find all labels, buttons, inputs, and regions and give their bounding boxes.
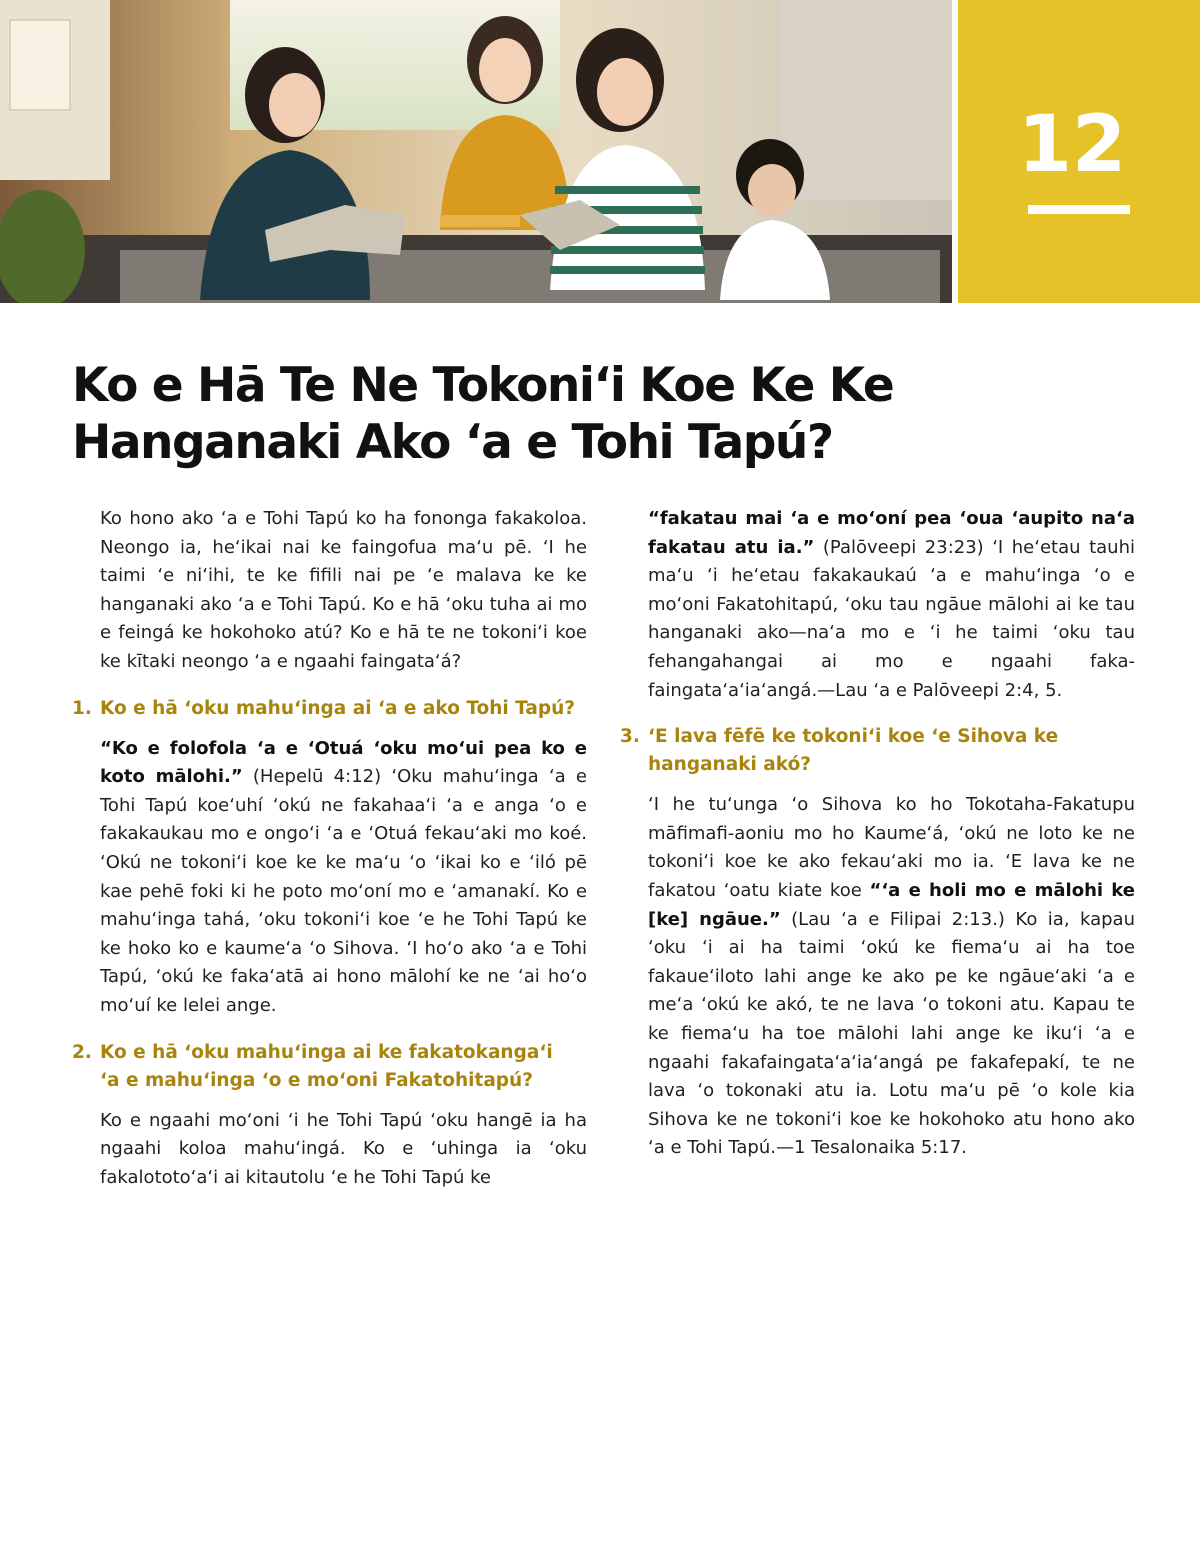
answer-text-continued: (Lau ‘a e Filipai 2:13.) Ko ia, kapau ‘oku ‘i ai ha taimi ‘okú ke fiema‘u ai ha toe fakaue‘iloto lahi ange ke ako pe ke ngāue‘aki ‘a e me‘a ‘okú ke akó, te ne lava ‘o tokoni atu. Kapau te ke fiema‘u ha toe mālohi lahi ange ke iku‘i ‘a e ngaahi fakafaingata‘a‘ia‘angá pe fakafepakí, te ne lava ‘o tokonaki atu ia. Lotu ma‘u pē ‘o kole kia Sihova ke ne tokoni‘i koe ke hokohoko atu hono ako ‘a e Tohi Tapú.—1 Tesalonaika 5:17. — [648, 908, 1135, 1159]
answer-3 — [648, 791, 1135, 1163]
intro-paragraph: Ko hono ako ‘a e Tohi Tapú ko ha fononga fakakoloa. Neongo ia, he‘ikai nai ke faingofua ma‘u pē. ‘I he taimi ‘e ni‘ihi, te ke fifili nai pe ‘e malava ke ke hanganaki ako ‘a e Tohi Tapú. Ko e hā ‘oku tuha ai mo e feingá ke hokohoko atú? Ko e hā te ne tokoni‘i koe ke kītaki neongo ‘a e ngaahi faingata‘á? — [100, 508, 587, 672]
question-number: 1. — [72, 697, 92, 719]
question-number: 3. — [620, 726, 640, 748]
scripture-quote: “Ko e folofola ‘a e ‘Otuá ‘oku mo‘ui pea ko e koto mālohi.” — [100, 737, 587, 788]
question-number: 2. — [72, 1041, 92, 1063]
right-column — [620, 505, 1135, 1181]
scripture-quote: “‘a e holi mo e mālohi ke [ke] ngāue.” — [648, 879, 1135, 930]
scripture-quote: “fakatau mai ‘a e mo‘oní pea ‘oua ‘aupito na‘a fakatau atu ia.” — [648, 508, 1135, 558]
answer-text: (Palōveepi 23:23) ‘I he‘etau tauhi ma‘u ‘i he‘etau fakakaukaú ‘a e mahu‘inga ‘o e mo‘oni Fakatohitapú, ‘oku tau ngāue mālohi ai ke tau hanganaki ako—na‘a mo e ‘i he taimi ‘oku tau fehangahangai ai mo e ngaahi fakafaingata‘a‘ia‘angá.—Lau ‘a e Palōveepi 2:4, 5. — [648, 536, 1135, 701]
lesson-badge — [958, 0, 1200, 303]
lesson-number: 12 — [1017, 100, 1127, 190]
answer-1 — [100, 735, 587, 1021]
question-3 — [620, 723, 1135, 779]
question-1 — [72, 695, 587, 723]
question-text: ‘E lava fēfē ke tokoni‘i koe ‘e Sihova ke hanganaki akó? — [648, 726, 1059, 776]
answer-2: Ko e ngaahi mo‘oni ‘i he Tohi Tapú ‘oku hangē ia ha ngaahi koloa mahu‘ingá. Ko e ‘uhinga ia ‘oku fakalototo‘a‘i ai kitautolu ‘e he Tohi Tapú ke — [100, 1109, 587, 1188]
title-line-2: Hanganaki Ako ‘a e Tohi Tapú? — [72, 415, 833, 470]
badge-underline — [1028, 205, 1130, 214]
answer-text: (Hepelū 4:12) ‘Oku mahu‘inga ‘a e Tohi Tapú koe‘uhí ‘okú ne fakahaa‘i ‘a e anga ‘o e fakakaukau mo e ongo‘i ‘a e ‘Otuá fekau‘aki mo koé. ‘Okú ne tokoni‘i koe ke ke ma‘u ‘o ‘ikai ko e ‘iló pē kae pehē foki ki he poto mo‘oní mo e ‘amanakí. Ko e mahu‘inga tahá, ‘oku tokoni‘i koe ‘e he Tohi Tapú ke ke hoko ko e kaume‘a ‘o Sihova. ‘I ho‘o ako ‘a e Tohi Tapú, ‘okú ke faka‘atā ai hono mālohí ke ne ‘ai ho‘o mo‘uí ke lelei ange. — [100, 766, 587, 1016]
question-2 — [72, 1039, 587, 1095]
hero-photo — [0, 0, 952, 303]
page-title — [72, 357, 1072, 471]
question-text: Ko e hā ‘oku mahu‘inga ai ‘a e ako Tohi Tapú? — [100, 697, 576, 719]
title-line-1: Ko e Hā Te Ne Tokoni‘i Koe Ke Ke — [72, 358, 894, 413]
answer-2-continued — [648, 505, 1135, 705]
left-column — [72, 505, 587, 1210]
answer-text: ‘I he tu‘unga ‘o Sihova ko ho Tokotaha-Fakatupu māfimafi-aoniu mo ho Kaume‘á, ‘okú ne loto ke ne tokoni‘i koe ke ako fekau‘aki mo ia. ‘E lava ke ne fakatou ‘oatu kiate koe — [648, 794, 1135, 901]
question-text-line-2: ‘a e mahu‘inga ‘o e mo‘oni Fakatohitapú? — [100, 1069, 533, 1091]
question-text-line-1: Ko e hā ‘oku mahu‘inga ai ke fakatokanga‘i — [100, 1041, 553, 1063]
